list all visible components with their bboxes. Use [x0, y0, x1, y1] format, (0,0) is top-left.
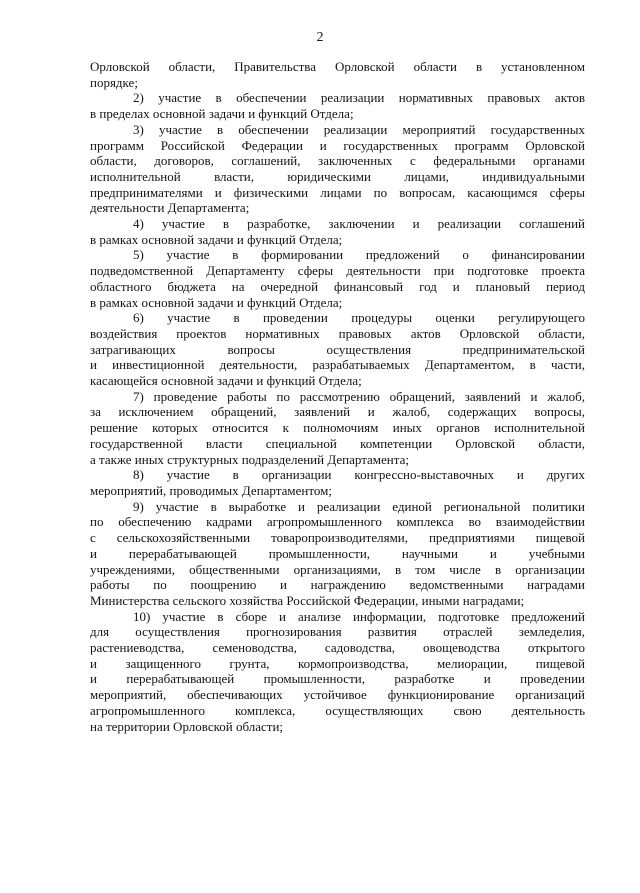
text-line: 4) участие в разработке, заключении и реализации соглашений: [133, 216, 585, 232]
text-line: в рамках основной задачи и функций Отдела;: [90, 294, 343, 310]
text-line: а также иных структурных подразделений Департамента;: [90, 451, 409, 467]
paragraph: [90, 609, 585, 735]
text-line: 2) участие в обеспечении реализации нормативных правовых актов: [133, 90, 585, 106]
text-line: 5) участие в формировании предложений о финансировании: [133, 247, 585, 263]
text-line: исполнительной власти, юридическими лицами, индивидуальными: [90, 168, 585, 184]
text-line: программ Российской Федерации и государственных программ Орловской: [90, 137, 585, 153]
text-line: порядке;: [90, 74, 138, 90]
document-body: [90, 59, 585, 734]
text-line: для осуществления прогнозирования развития отраслей земледелия,: [90, 624, 585, 640]
text-line: и инвестиционной деятельности, разрабатываемых Департаментом, в части,: [90, 357, 585, 373]
text-line: 9) участие в выработке и реализации единой региональной политики: [133, 498, 585, 514]
text-line: области, договоров, соглашений, заключенных с федеральными органами: [90, 153, 585, 169]
text-line: за исключением обращений, заявлений и жалоб, содержащих вопросы,: [90, 404, 585, 420]
paragraph: [90, 247, 585, 310]
text-line: касающейся основной задачи и функций Отдела;: [90, 373, 362, 389]
text-line: с сельскохозяйственными товаропроизводителями, предприятиями пищевой: [90, 530, 585, 546]
text-line: и защищенного грунта, кормопроизводства, мелиорации, пищевой: [90, 655, 585, 671]
paragraph: [90, 59, 585, 90]
paragraph: [90, 310, 585, 389]
text-line: и перерабатывающей промышленности, разработке и проведении: [90, 671, 585, 687]
text-line: и перерабатывающей промышленности, научными и учебными: [90, 545, 585, 561]
text-line: воздействия проектов нормативных правовых актов Орловской области,: [90, 325, 585, 341]
text-line: мероприятий, проводимых Департаментом;: [90, 482, 332, 498]
text-line: подведомственной Департаменту сферы деятельности при подготовке проекта: [90, 263, 585, 279]
text-line: растениеводства, семеноводства, садоводства, овощеводства открытого: [90, 640, 585, 656]
text-line: в пределах основной задачи и функций Отдела;: [90, 106, 354, 122]
text-line: 3) участие в обеспечении реализации мероприятий государственных: [133, 121, 585, 137]
text-line: затрагивающих вопросы осуществления предпринимательской: [90, 341, 585, 357]
text-line: деятельности Департамента;: [90, 200, 250, 216]
text-line: Министерства сельского хозяйства Российской Федерации, иными наградами;: [90, 592, 525, 608]
text-line: мероприятий, обеспечивающих устойчивое функционирование организаций: [90, 687, 585, 703]
text-line: 7) проведение работы по рассмотрению обращений, заявлений и жалоб,: [133, 388, 585, 404]
text-line: областного бюджета на очередной финансовый год и плановый период: [90, 278, 585, 294]
text-line: работы по поощрению и награждению ведомственными наградами: [90, 577, 585, 593]
paragraph: [90, 467, 585, 498]
text-line: Орловской области, Правительства Орловской области в установленном: [90, 59, 585, 74]
page-number: 2: [316, 30, 324, 45]
text-line: агропромышленного комплекса, осуществляющих свою деятельность: [90, 702, 585, 718]
text-line: решение которых относится к полномочиям иных органов исполнительной: [90, 420, 585, 436]
text-line: учреждениями, общественными организациями, в том числе в организации: [90, 561, 585, 577]
text-line: в рамках основной задачи и функций Отдела;: [90, 231, 343, 247]
paragraph: [90, 216, 585, 247]
paragraph: [90, 90, 585, 121]
text-line: по обеспечению кадрами агропромышленного комплекса во взаимодействии: [90, 514, 585, 530]
text-line: предпринимателями и физическими лицами по вопросам, касающимся сферы: [90, 184, 585, 200]
text-line: 10) участие в сборе и анализе информации, подготовке предложений: [133, 608, 585, 624]
paragraph: [90, 499, 585, 609]
paragraph: [90, 122, 585, 216]
text-line: на территории Орловской области;: [90, 718, 284, 734]
text-line: государственной власти специальной компетенции Орловской области,: [90, 435, 585, 451]
text-line: 8) участие в организации конгрессно-выставочных и других: [133, 467, 585, 483]
text-line: 6) участие в проведении процедуры оценки регулирующего: [133, 310, 585, 326]
paragraph: [90, 389, 585, 468]
